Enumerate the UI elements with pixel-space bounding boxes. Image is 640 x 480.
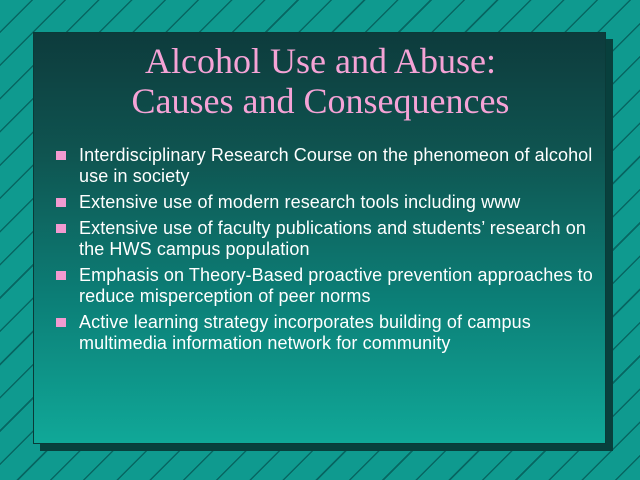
bullet-text: Emphasis on Theory-Based proactive prevention approaches to reduce misperception of peer norms <box>79 265 593 306</box>
bullet-item <box>52 145 600 187</box>
bullet-item <box>52 312 600 354</box>
square-bullet-icon <box>56 151 66 160</box>
bullet-text: Interdisciplinary Research Course on the phenomeon of alcohol use in society <box>79 145 593 186</box>
slide-title <box>34 41 607 121</box>
square-bullet-icon <box>56 271 66 280</box>
bullet-item <box>52 192 600 213</box>
bullet-text: Active learning strategy incorporates building of campus multimedia information network for community <box>79 312 531 353</box>
slide-panel <box>33 32 606 444</box>
bullet-text: Extensive use of faculty publications and students’ research on the HWS campus population <box>79 218 586 259</box>
square-bullet-icon <box>56 224 66 233</box>
bullet-item <box>52 218 600 260</box>
square-bullet-icon <box>56 318 66 327</box>
title-line-2: Causes and Consequences <box>131 81 510 121</box>
title-line-1: Alcohol Use and Abuse: <box>145 41 496 81</box>
bullet-text: Extensive use of modern research tools including www <box>79 192 521 212</box>
square-bullet-icon <box>56 198 66 207</box>
bullet-item <box>52 265 600 307</box>
bullet-list <box>52 145 600 359</box>
